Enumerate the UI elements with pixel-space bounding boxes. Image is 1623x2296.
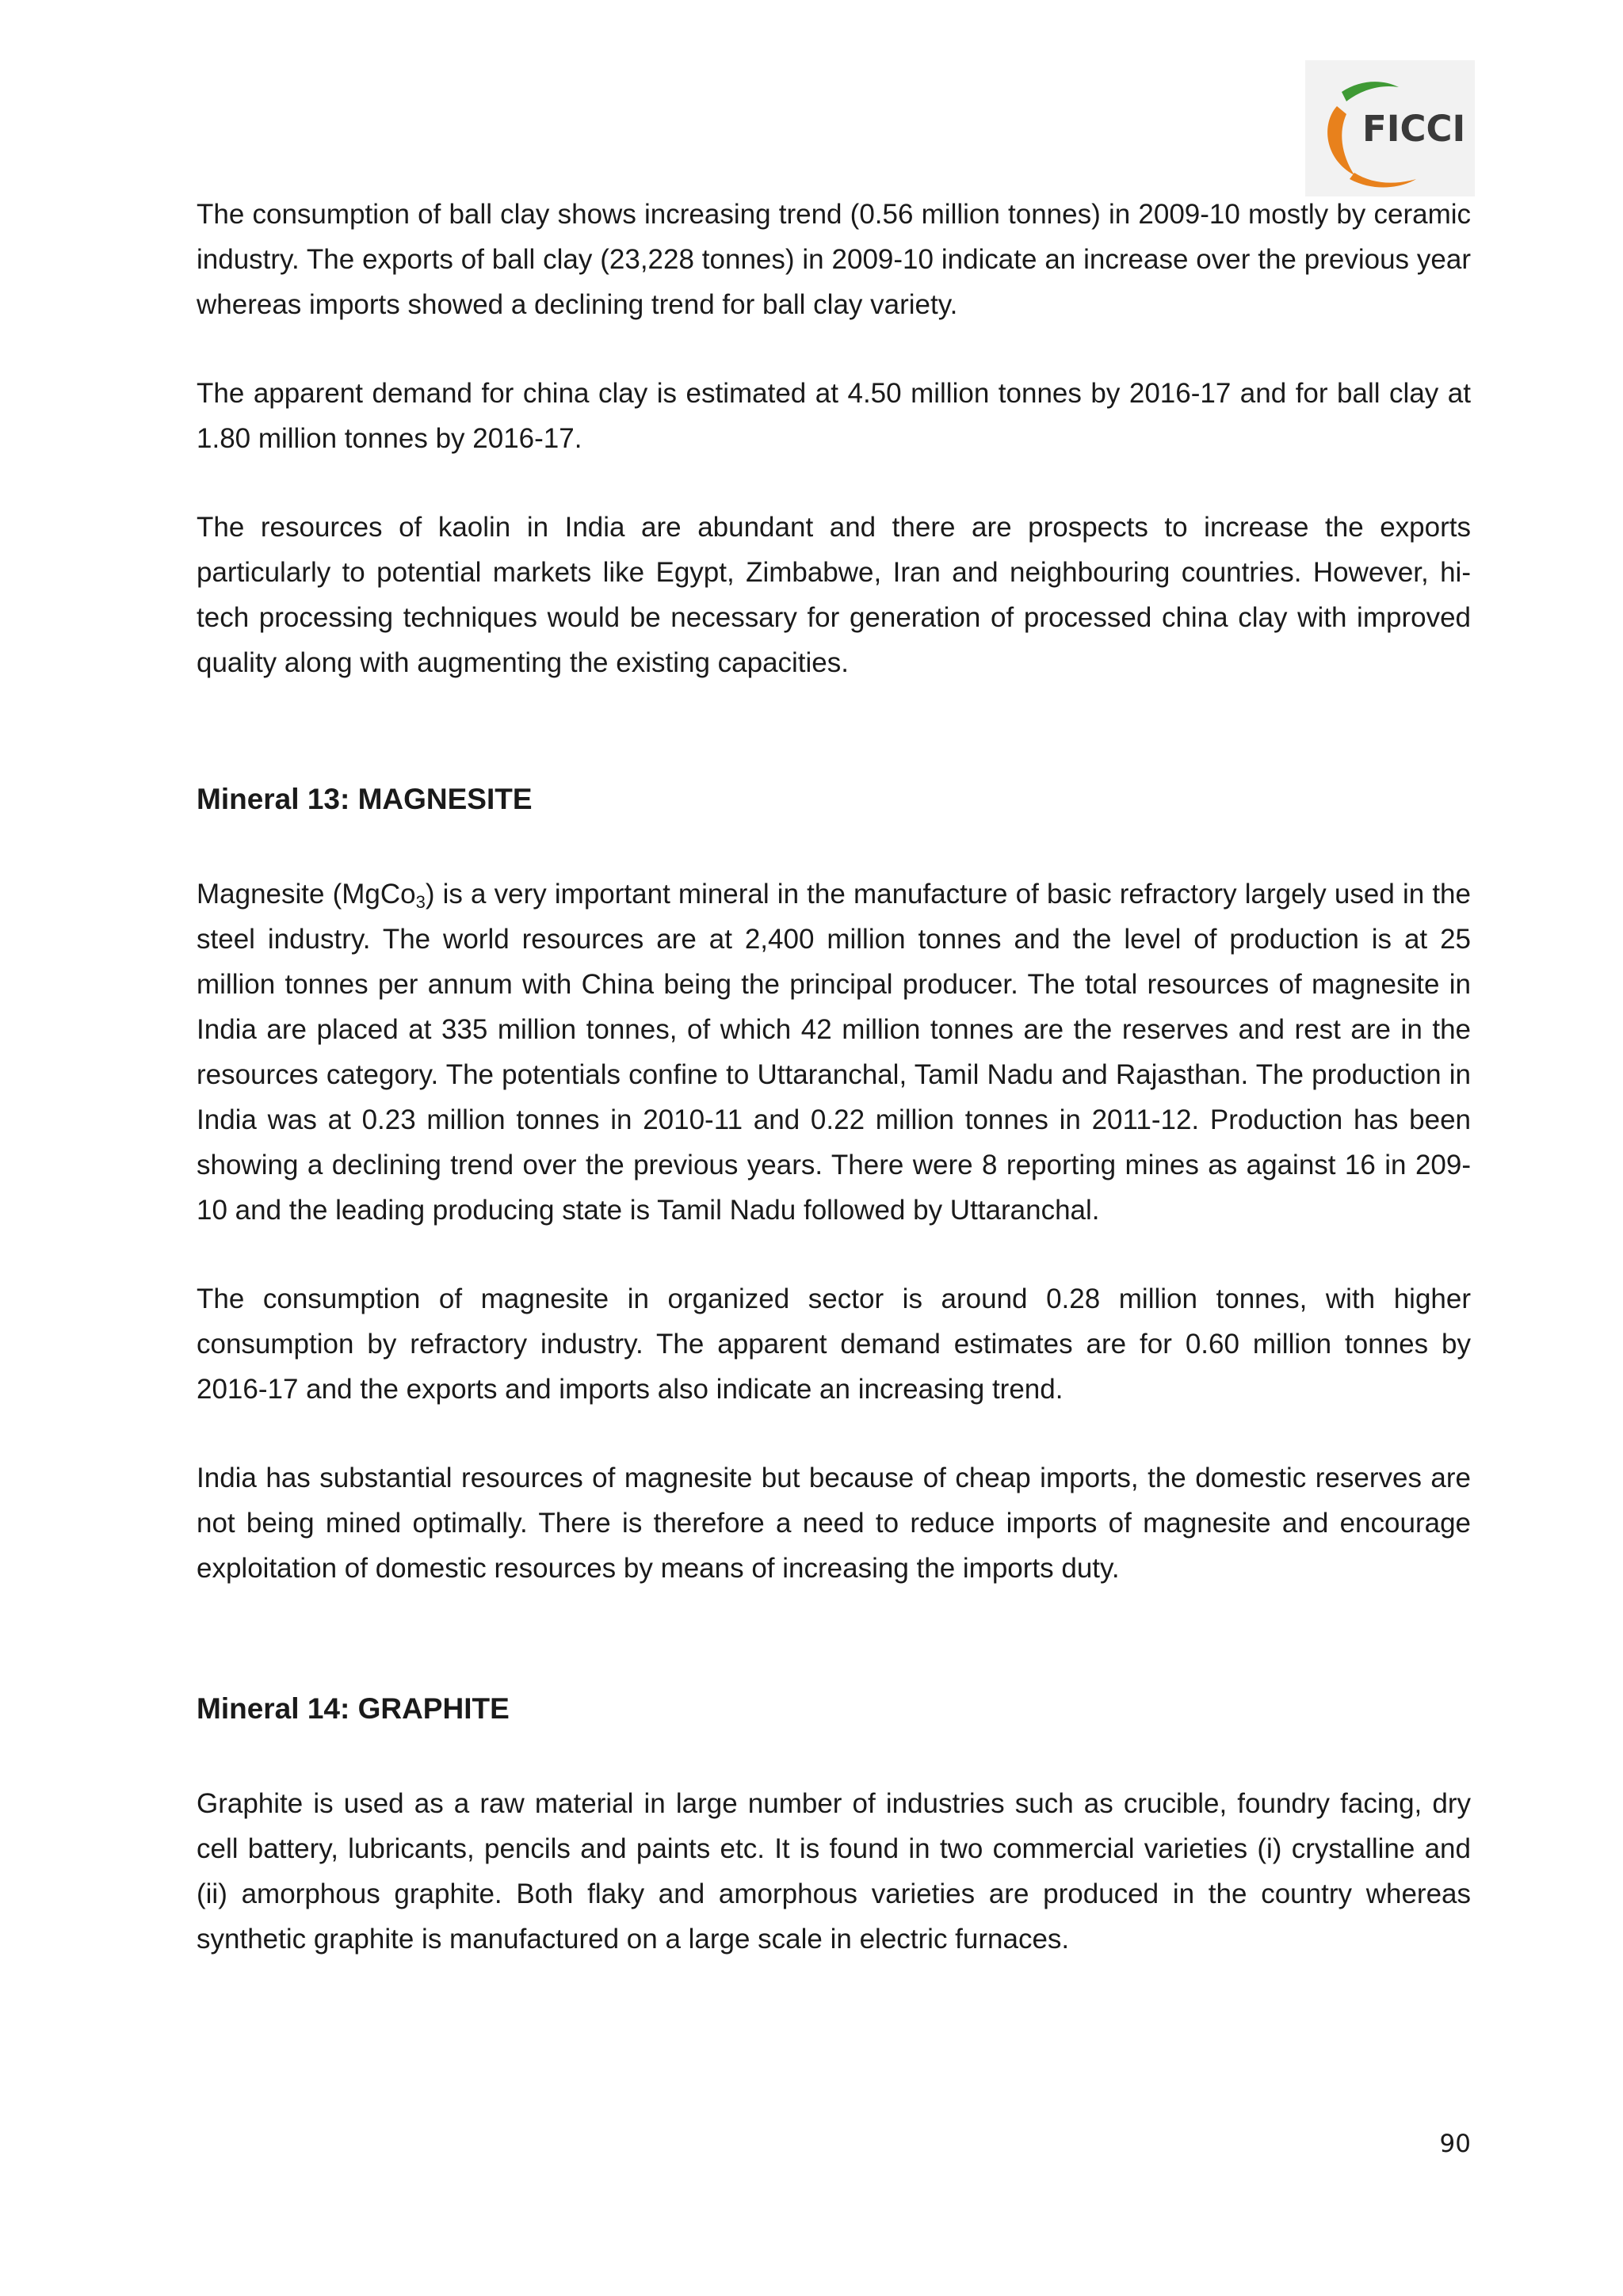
magnesite-intro-rest: ) is a very important mineral in the manufacture of basic refractory largely used in the steel industry. The world resources are at 2,400 million tonnes and the level of production is at 25 million tonnes per annum with China being the principal producer. The total resources of magnesite in India are placed at 335 million tonnes, of which 42 million tonnes are the reserves and rest are in the resources category. The potentials confine to Uttaranchal, Tamil Nadu and Rajasthan. The production in India was at 0.23 million tonnes in 2010-11 and 0.22 million tonnes in 2011-12. Production has been showing a declining trend over the previous years. There were 8 reporting mines as against 16 in 209-10 and the leading producing state is Tamil Nadu followed by Uttaranchal. bbox=[197, 879, 1471, 1226]
paragraph-kaolin-resources: The resources of kaolin in India are abundant and there are prospects to increase the exports particularly to potential markets like Egypt, Zimbabwe, Iran and neighbouring countries. However, hi-tech processing techniques would be necessary for generation of processed china clay with improved quality along with augmenting the existing capacities. bbox=[197, 512, 1471, 678]
page-number: 90 bbox=[1439, 2130, 1471, 2158]
paragraph-magnesite-consumption: The consumption of magnesite in organized sector is around 0.28 million tonnes, with higher consumption by refractory industry. The apparent demand estimates are for 0.60 million tonnes by 2016-17 and the exports and imports also indicate an increasing trend. bbox=[197, 1283, 1471, 1405]
paragraph-magnesite-intro bbox=[197, 871, 1471, 1233]
paragraph-ball-clay-consumption: The consumption of ball clay shows increasing trend (0.56 million tonnes) in 2009-10 mostly by ceramic industry. The exports of ball clay (23,228 tonnes) in 2009-10 indicate an increase over the previous year whereas imports showed a declining trend for ball clay variety. bbox=[197, 199, 1471, 320]
paragraph-apparent-demand: The apparent demand for china clay is estimated at 4.50 million tonnes by 2016-17 and for ball clay at 1.80 million tonnes by 2016-17. bbox=[197, 378, 1471, 454]
magnesite-formula-lead: Magnesite (MgCo bbox=[197, 879, 416, 910]
heading-graphite: Mineral 14: GRAPHITE bbox=[197, 1692, 510, 1725]
document-body bbox=[197, 192, 1471, 2005]
magnesite-formula-subscript: 3 bbox=[415, 892, 426, 912]
paragraph-graphite-intro: Graphite is used as a raw material in large number of industries such as crucible, foundry facing, dry cell battery, lubricants, pencils and paints etc. It is found in two commercial varieties (i) crystalline and (ii) amorphous graphite. Both flaky and amorphous varieties are produced in the country whereas synthetic graphite is manufactured on a large scale in electric furnaces. bbox=[197, 1788, 1471, 1955]
heading-magnesite: Mineral 13: MAGNESITE bbox=[197, 783, 533, 815]
paragraph-magnesite-imports: India has substantial resources of magnesite but because of cheap imports, the domestic reserves are not being mined optimally. There is therefore a need to reduce imports of magnesite and encourage exploitation of domestic resources by means of increasing the imports duty. bbox=[197, 1463, 1471, 1584]
ficci-logo bbox=[1305, 60, 1475, 196]
logo-text: FICCI bbox=[1362, 108, 1466, 150]
